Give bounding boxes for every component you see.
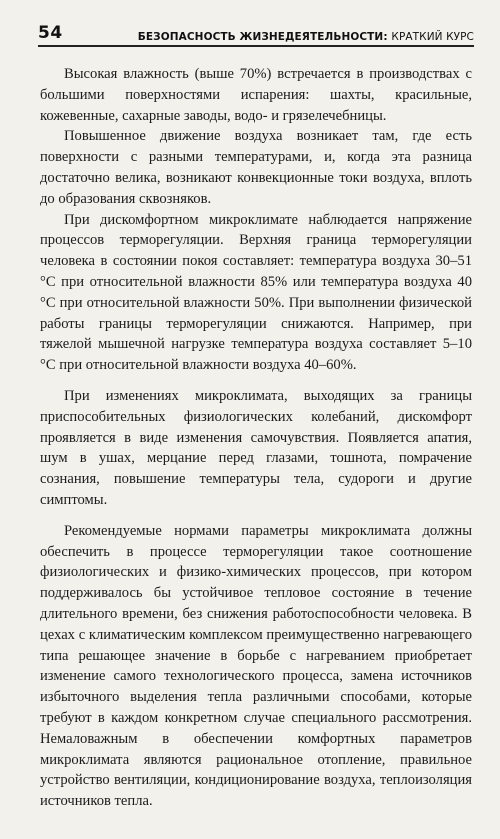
running-title-bold: БЕЗОПАСНОСТЬ ЖИЗНЕДЕЯТЕЛЬНОСТИ: xyxy=(137,30,388,43)
running-title xyxy=(138,32,474,43)
page-header xyxy=(38,16,474,47)
running-title-normal: КРАТКИЙ КУРС xyxy=(391,30,474,43)
paragraph-air-movement: Повышенное движение воздуха возникает там, где есть поверхности с разными температурами, и, когда эта разница достаточно велика, возникают конвекционные токи воздуха, вплоть до образования сквозняков. xyxy=(40,128,472,207)
paragraph-symptoms: При изменениях микроклимата, выходящих за границы приспособительных физиологических колебаний, дискомфорт проявляется в виде изменения самочувствия. Появляется апатия, шум в ушах, мерцание перед глазами, тошнота, помрачение сознания, повышение температуры тела, судороги и другие симптомы. xyxy=(40,387,472,508)
paragraph-recommendations: Рекомендуемые нормами параметры микроклимата должны обеспечить в процессе терморегуляции такое соотношение физиологических и физико-химических процессов, при котором поддерживалось бы устойчивое тепловое состояние в течение длительного времени, без снижения работоспособности человека. В цехах с климатическим комплексом преимущественно нагревающего типа решающее значение в борьбе с нагреванием приобретает изменение самого технологического процесса, замена источников избыточного выделения тепла различными способами, которые требуют в каждом конкретном случае специального рассмотрения. Немаловажным в обеспечении комфортных параметров микроклимата являются рациональное отопление, правильное устройство вентиляции, кондиционирование воздуха, теплоизоляция источников тепла. xyxy=(40,522,472,810)
page-number: 54 xyxy=(38,23,63,43)
paragraph-humidity: Высокая влажность (выше 70%) встречается в производствах с большими поверхностями испарения: шахты, красильные, кожевенные, сахарные заводы, водо- и грязелечебницы. xyxy=(40,66,472,124)
paragraph-thermoregulation: При дискомфортном микроклимате наблюдается напряжение процессов терморегуляции. Верхняя граница терморегуляции человека в состоянии покоя составляет: температура воздуха 30–51 °С при относительной влажности 85% или температура воздуха 40 °С при относительной влажности 50%. При выполнении физической работы границы терморегуляции снижаются. Например, при тяжелой мышечной нагрузке температура воздуха составляет 5–10 °С при относительной влажности воздуха 40–60%. xyxy=(40,211,472,374)
body-text xyxy=(40,64,472,812)
